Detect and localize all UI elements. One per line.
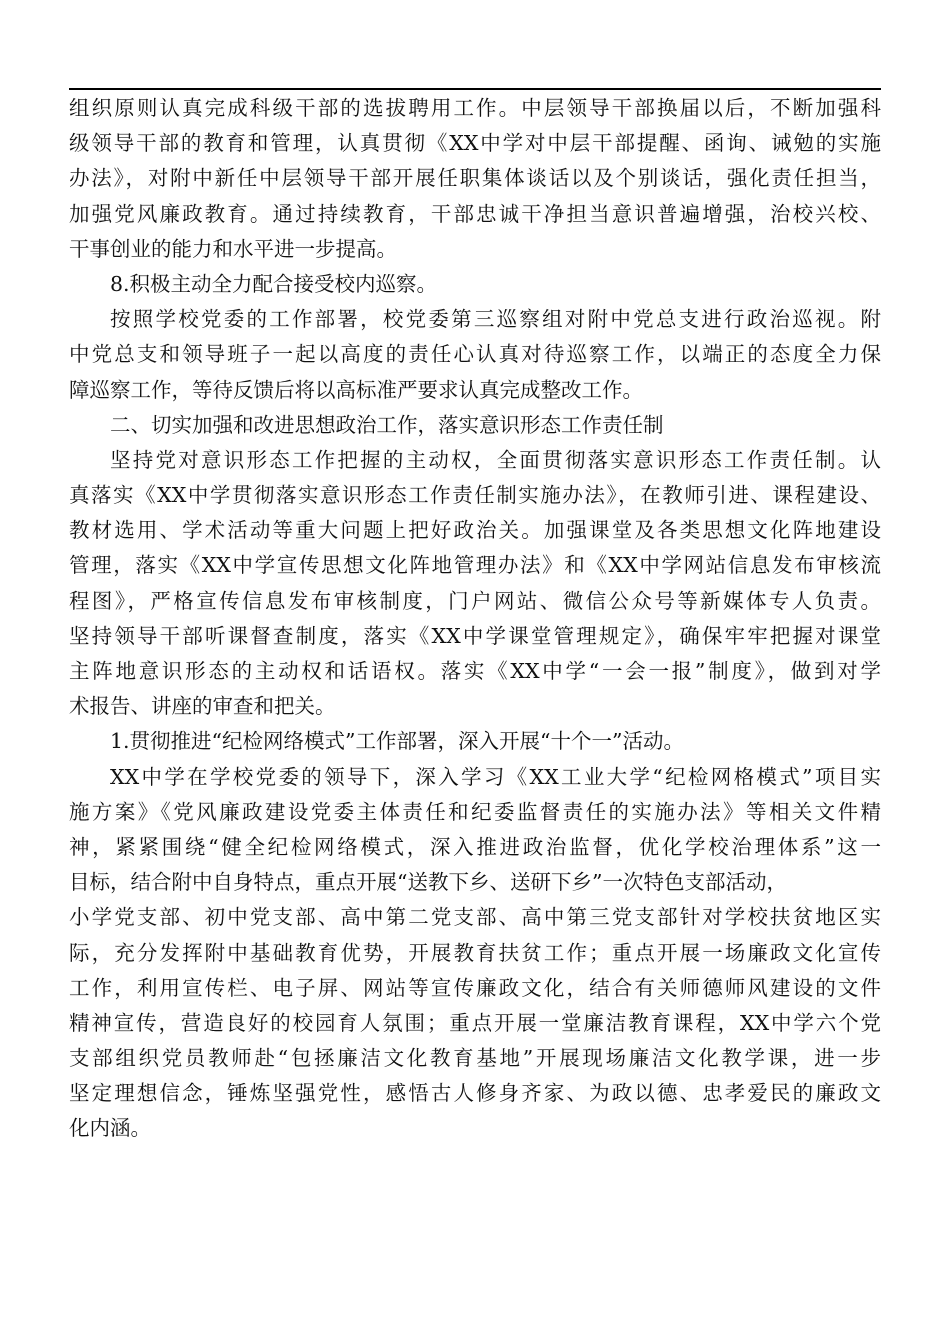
document-body (69, 91, 881, 1147)
text-line: 按照学校党委的工作部署，校党委第三巡察组对附中党总支进行政治巡视。附 (110, 307, 881, 332)
text-line: 中党总支和领导班子一起以高度的责任心认真对待巡察工作，以端正的态度全力保 (69, 342, 881, 367)
text-line: 二、切实加强和改进思想政治工作，落实意识形态工作责任制 (110, 412, 664, 437)
text-line: 坚持领导干部听课督查制度，落实《XX中学课堂管理规定》，确保牢牢把握对课堂 (69, 623, 881, 648)
text-line: 坚定理想信念，锤炼坚强党性，感悟古人修身齐家、为政以德、忠孝爱民的廉政文 (69, 1081, 881, 1106)
text-line: XX中学在学校党委的领导下，深入学习《XX工业大学“纪检网格模式”项目实 (110, 764, 881, 789)
text-line: 目标，结合附中自身特点，重点开展“送教下乡、送研下乡”一次特色支部活动， (69, 870, 787, 895)
text-line: 办法》，对附中新任中层领导干部开展任职集体谈话以及个别谈话，强化责任担当， (69, 166, 881, 191)
text-line: 神，紧紧围绕“健全纪检网络模式，深入推进政治监督，优化学校治理体系”这一 (69, 834, 881, 859)
text-line: 化内涵。 (69, 1116, 151, 1141)
text-line: 小学党支部、初中党支部、高中第二党支部、高中第三党支部针对学校扶贫地区实 (69, 905, 881, 930)
text-line: 支部组织党员教师赴“包拯廉洁文化教育基地”开展现场廉洁文化教学课，进一步 (69, 1046, 881, 1071)
text-line: 施方案》《党风廉政建设党委主体责任和纪委监督责任的实施办法》等相关文件精 (69, 799, 881, 824)
text-line: 术报告、讲座的审查和把关。 (69, 694, 336, 719)
text-line: 际，充分发挥附中基础教育优势，开展教育扶贫工作；重点开展一场廉政文化宣传 (69, 940, 881, 965)
text-line: 加强党风廉政教育。通过持续教育，干部忠诚干净担当意识普遍增强，治校兴校、 (69, 201, 881, 226)
header-rule (69, 88, 881, 90)
text-line: 8.积极主动全力配合接受校内巡察。 (110, 271, 438, 296)
text-line: 管理，落实《XX中学宣传思想文化阵地管理办法》和《XX中学网站信息发布审核流 (69, 553, 881, 578)
text-line: 程图》，严格宣传信息发布审核制度，门户网站、微信公众号等新媒体专人负责。 (69, 588, 881, 613)
text-line: 1.贯彻推进“纪检网络模式”工作部署，深入开展“十个一”活动。 (110, 729, 684, 754)
text-line: 级领导干部的教育和管理，认真贯彻《XX中学对中层干部提醒、函询、诫勉的实施 (69, 131, 881, 156)
text-line: 组织原则认真完成科级干部的选拔聘用工作。中层领导干部换届以后，不断加强科 (69, 96, 881, 120)
text-line: 工作，利用宣传栏、电子屏、网站等宣传廉政文化，结合有关师德师风建设的文件 (69, 975, 881, 1000)
text-line: 教材选用、学术活动等重大问题上把好政治关。加强课堂及各类思想文化阵地建设 (69, 518, 881, 543)
text-line: 坚持党对意识形态工作把握的主动权，全面贯彻落实意识形态工作责任制。认 (110, 447, 881, 472)
text-line: 干事创业的能力和水平进一步提高。 (69, 236, 397, 261)
text-line: 精神宣传，营造良好的校园育人氛围；重点开展一堂廉洁教育课程，XX中学六个党 (69, 1010, 881, 1035)
text-line: 真落实《XX中学贯彻落实意识形态工作责任制实施办法》，在教师引进、课程建设、 (69, 483, 881, 508)
text-line: 主阵地意识形态的主动权和话语权。落实《XX中学“一会一报”制度》，做到对学 (69, 659, 881, 683)
text-line: 障巡察工作，等待反馈后将以高标准严要求认真完成整改工作。 (69, 377, 643, 402)
